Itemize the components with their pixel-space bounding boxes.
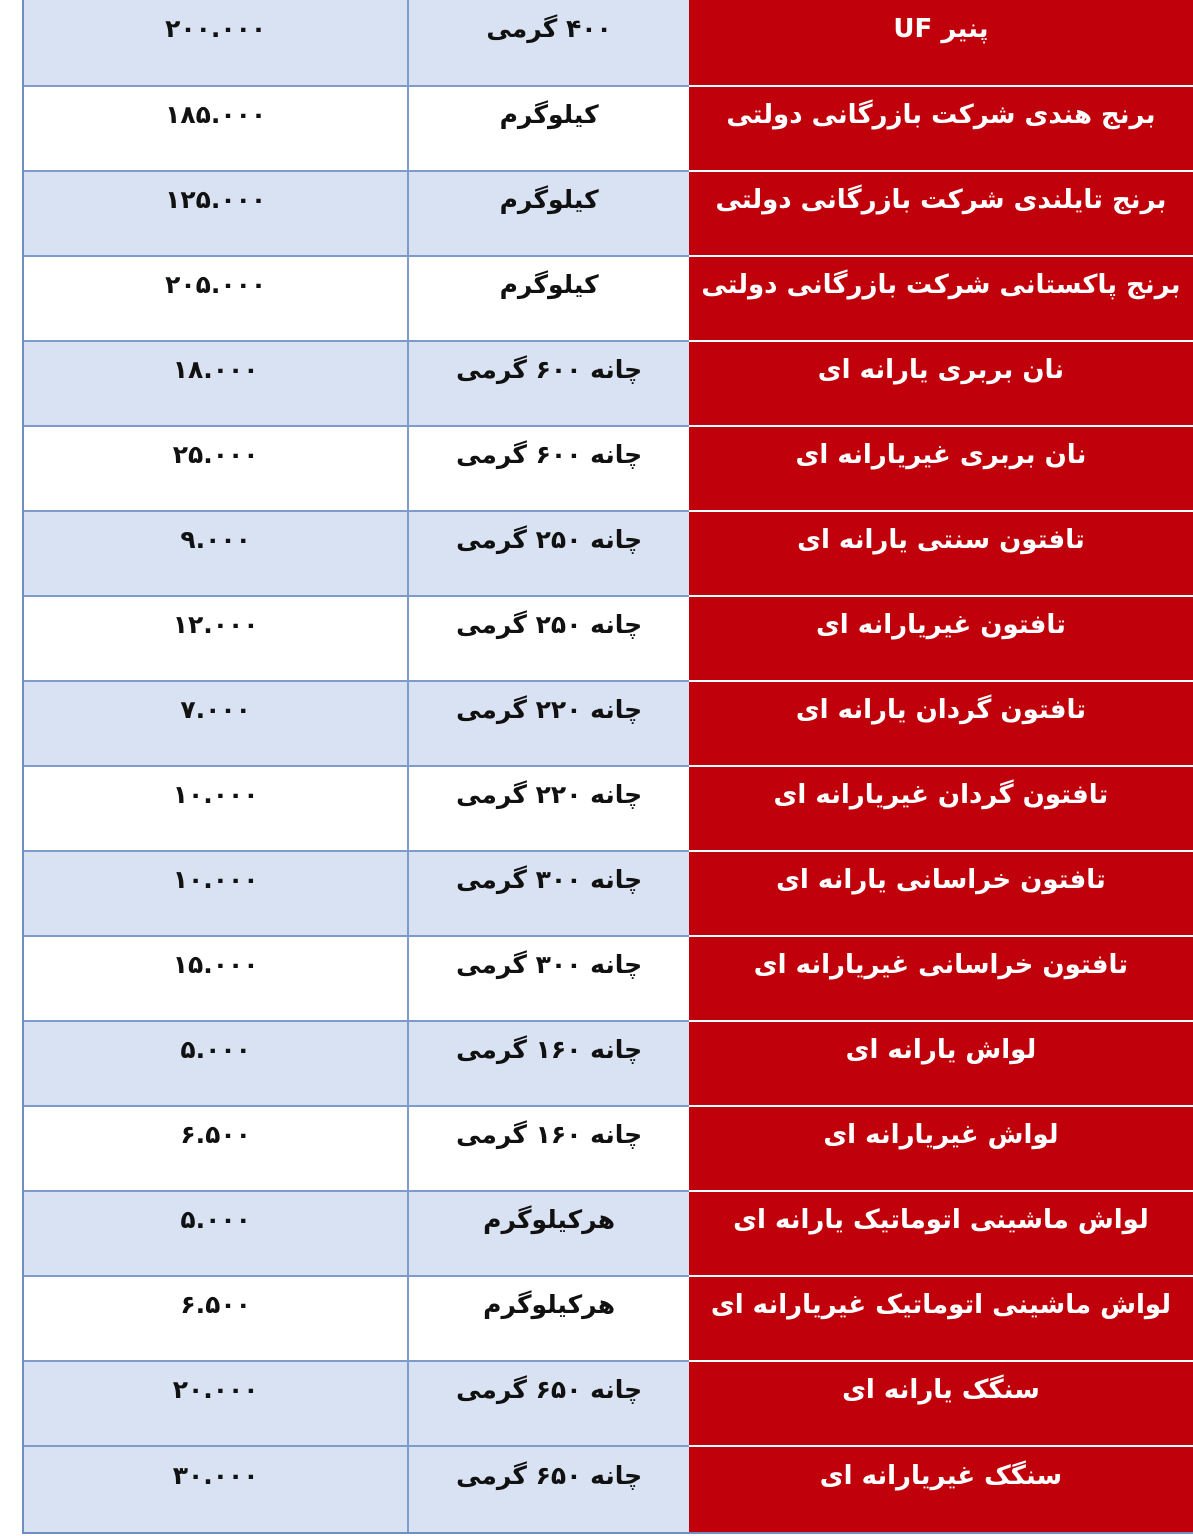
table-row <box>24 680 1193 765</box>
price-cell: ۶.۵۰۰ <box>24 1105 409 1190</box>
item-name-cell: سنگک یارانه ای <box>689 1360 1193 1445</box>
price-cell: ۱۸.۰۰۰ <box>24 340 409 425</box>
unit-cell: چانه ۳۰۰ گرمی <box>409 935 689 1020</box>
item-name-cell: تافتون گردان یارانه ای <box>689 680 1193 765</box>
table-row <box>24 765 1193 850</box>
unit-cell: هرکیلوگرم <box>409 1190 689 1275</box>
price-cell: ۲۰۰.۰۰۰ <box>24 0 409 85</box>
table-row <box>24 850 1193 935</box>
price-cell: ۱۵.۰۰۰ <box>24 935 409 1020</box>
item-name-cell: لواش غیریارانه ای <box>689 1105 1193 1190</box>
unit-cell: هرکیلوگرم <box>409 1275 689 1360</box>
price-cell: ۲۰.۰۰۰ <box>24 1360 409 1445</box>
item-name-cell: تافتون غیریارانه ای <box>689 595 1193 680</box>
table-row <box>24 425 1193 510</box>
unit-cell: چانه ۶۰۰ گرمی <box>409 340 689 425</box>
price-table <box>22 0 1193 1534</box>
item-name-cell: لواش ماشینی اتوماتیک یارانه ای <box>689 1190 1193 1275</box>
table-row <box>24 255 1193 340</box>
table-row <box>24 170 1193 255</box>
price-cell: ۵.۰۰۰ <box>24 1020 409 1105</box>
price-cell: ۹.۰۰۰ <box>24 510 409 595</box>
table-row <box>24 85 1193 170</box>
unit-cell: چانه ۳۰۰ گرمی <box>409 850 689 935</box>
table-row <box>24 1445 1193 1532</box>
price-cell: ۶.۵۰۰ <box>24 1275 409 1360</box>
unit-cell: چانه ۲۵۰ گرمی <box>409 595 689 680</box>
unit-cell: ۴۰۰ گرمی <box>409 0 689 85</box>
table-row <box>24 1275 1193 1360</box>
table-row <box>24 935 1193 1020</box>
table-row <box>24 510 1193 595</box>
item-name-cell: تافتون گردان غیریارانه ای <box>689 765 1193 850</box>
unit-cell: کیلوگرم <box>409 85 689 170</box>
item-name-cell: نان بربری غیریارانه ای <box>689 425 1193 510</box>
item-name-cell: لواش ماشینی اتوماتیک غیریارانه ای <box>689 1275 1193 1360</box>
item-name-cell: تافتون خراسانی غیریارانه ای <box>689 935 1193 1020</box>
item-name-cell: برنج پاکستانی شرکت بازرگانی دولتی <box>689 255 1193 340</box>
price-cell: ۷.۰۰۰ <box>24 680 409 765</box>
price-cell: ۱۰.۰۰۰ <box>24 765 409 850</box>
unit-cell: چانه ۶۵۰ گرمی <box>409 1445 689 1532</box>
price-cell: ۱۸۵.۰۰۰ <box>24 85 409 170</box>
price-cell: ۵.۰۰۰ <box>24 1190 409 1275</box>
price-cell: ۳۰.۰۰۰ <box>24 1445 409 1532</box>
table-row <box>24 1020 1193 1105</box>
item-name-cell: نان بربری یارانه ای <box>689 340 1193 425</box>
price-cell: ۱۰.۰۰۰ <box>24 850 409 935</box>
table-row <box>24 1105 1193 1190</box>
table-row <box>24 340 1193 425</box>
table-row <box>24 1190 1193 1275</box>
unit-cell: کیلوگرم <box>409 255 689 340</box>
unit-cell: چانه ۲۲۰ گرمی <box>409 765 689 850</box>
table-row <box>24 595 1193 680</box>
unit-cell: چانه ۱۶۰ گرمی <box>409 1105 689 1190</box>
table-row <box>24 0 1193 85</box>
unit-cell: چانه ۶۵۰ گرمی <box>409 1360 689 1445</box>
item-name-cell: سنگک غیریارانه ای <box>689 1445 1193 1532</box>
unit-cell: چانه ۲۵۰ گرمی <box>409 510 689 595</box>
item-name-cell: تافتون خراسانی یارانه ای <box>689 850 1193 935</box>
unit-cell: چانه ۲۲۰ گرمی <box>409 680 689 765</box>
item-name-cell: لواش یارانه ای <box>689 1020 1193 1105</box>
price-cell: ۲۰۵.۰۰۰ <box>24 255 409 340</box>
item-name-cell: برنج تایلندی شرکت بازرگانی دولتی <box>689 170 1193 255</box>
price-cell: ۱۲۵.۰۰۰ <box>24 170 409 255</box>
unit-cell: چانه ۱۶۰ گرمی <box>409 1020 689 1105</box>
item-name-cell: پنیر UF <box>689 0 1193 85</box>
item-name-cell: تافتون سنتی یارانه ای <box>689 510 1193 595</box>
price-cell: ۱۲.۰۰۰ <box>24 595 409 680</box>
unit-cell: کیلوگرم <box>409 170 689 255</box>
unit-cell: چانه ۶۰۰ گرمی <box>409 425 689 510</box>
price-cell: ۲۵.۰۰۰ <box>24 425 409 510</box>
table-row <box>24 1360 1193 1445</box>
item-name-cell: برنج هندی شرکت بازرگانی دولتی <box>689 85 1193 170</box>
